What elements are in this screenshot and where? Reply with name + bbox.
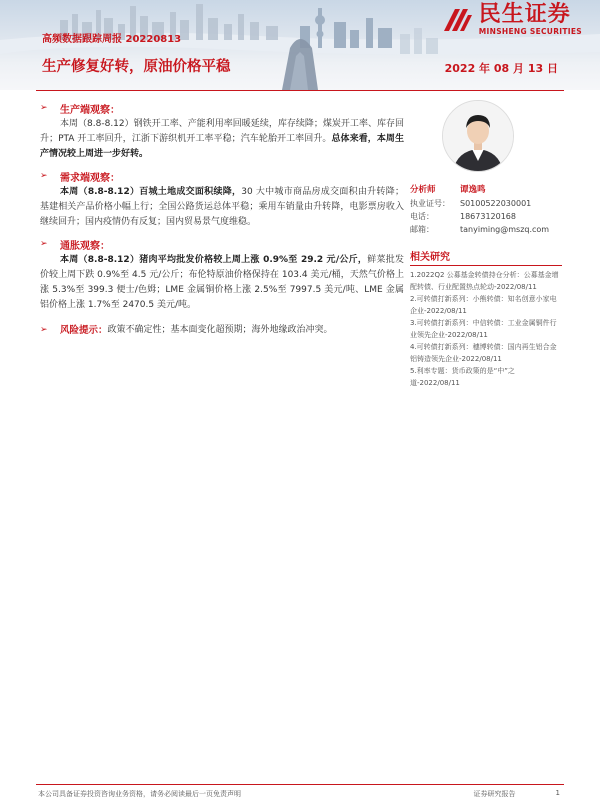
section-body: 本周（8.8-8.12）猪肉平均批发价格较上周上涨 0.9%至 29.2 元/公斤，鲜菜批发价较上周下跌 0.9%至 4.5 元/公斤；布伦特原油价格保持在 103.4 美元/桶，天然气价格上涨 5.3%至 399.3 便士/色姆；LME 金属铜价格上涨 2.5%至 7997.5 美元/吨、LME 金属铝价格上涨 1.7%至 2470.5 美元/吨。: [40, 255, 404, 310]
header-divider: [36, 90, 564, 91]
brand-logo: [441, 3, 582, 36]
footer-doc-type: 证券研究报告: [473, 790, 516, 798]
email-address[interactable]: tanyiming@mszq.com: [460, 225, 550, 234]
section-title: 需求端观察：: [60, 172, 120, 184]
related-research-item[interactable]: 2.可转债打新系列：小熊转债：知名创意小家电企业-2022/08/11: [410, 295, 557, 315]
analyst-role-label: 分析师: [410, 185, 436, 195]
related-research-title: 相关研究: [410, 248, 562, 266]
arrow-bullet-icon: ➢: [40, 325, 48, 335]
header-banner: [0, 0, 600, 90]
related-research-item[interactable]: 4.可转债打新系列：穗博转债：国内再生铝合金铝铸造领先企业-2022/08/11: [410, 343, 557, 363]
section-demand: [40, 168, 404, 230]
section-body: 本周（8.8-8.12）钢铁开工率、产能利用率回暖延续，库存续降；煤炭开工率、库存回升；PTA 开工率回升，江浙下游织机开工率平稳；汽车轮胎开工率回升。总体来看，本周生产情况较上周进一步好转。: [40, 119, 404, 159]
analyst-name: 谭逸鸣: [460, 185, 486, 195]
phone-number: 18673120168: [460, 212, 516, 221]
related-research-list: [410, 270, 562, 389]
sidebar: [410, 100, 562, 390]
report-date: 2022 年 08 月 13 日: [444, 62, 558, 75]
report-series-label: 高频数据跟踪周报 20220813: [42, 34, 182, 45]
arrow-bullet-icon: ➢: [40, 171, 48, 181]
arrow-bullet-icon: ➢: [40, 103, 48, 113]
minsheng-logo-icon: [441, 5, 475, 35]
related-research-item[interactable]: 3.可转债打新系列：中信转债：工业金属铜件行业领先企业-2022/08/11: [410, 319, 557, 339]
footer-disclaimer: 本公司具备证券投资咨询业务资格，请务必阅读最后一页免责声明: [38, 790, 241, 798]
main-content: [40, 100, 404, 338]
footer-meta: [474, 789, 560, 799]
analyst-photo-icon: [443, 101, 513, 171]
report-title: 生产修复好转，原油价格平稳: [42, 59, 231, 75]
cert-label: 执业证号：: [410, 199, 450, 208]
section-inflation: [40, 236, 404, 313]
section-body: 本周（8.8-8.12）百城土地成交面积续降，30 大中城市商品房成交面积由升转降；基建相关产品价格小幅上行；全国公路货运总体平稳；乘用车销量由升转降，电影票房收入继续回升；国内疫情仍有反复；国内贸易景气度维稳。: [40, 187, 404, 227]
page-number: 1: [555, 789, 560, 797]
risk-text: 政策不确定性；基本面变化超预期；海外地缘政治冲突。: [107, 325, 333, 335]
brand-name-en: MINSHENG SECURITIES: [478, 27, 582, 36]
brand-name-cn: 民生证券: [478, 2, 571, 27]
section-title: 生产端观察：: [60, 104, 120, 116]
related-research-item[interactable]: 5.利率专题：货币政策的是“中”之道-2022/08/11: [410, 367, 515, 387]
risk-warning: [40, 323, 404, 338]
related-research-item[interactable]: 1.2022Q2 公募基金转债持仓分析：公募基金增配转债、行业配置热点轮动-2022/08/11: [410, 271, 559, 291]
risk-label: 风险提示：: [60, 325, 108, 336]
email-label: 邮箱：: [410, 225, 434, 234]
arrow-bullet-icon: ➢: [40, 239, 48, 249]
section-production: [40, 100, 404, 162]
phone-label: 电话：: [410, 212, 434, 221]
analyst-avatar: [442, 100, 514, 172]
footer-divider: [36, 784, 564, 785]
analyst-info: [410, 184, 562, 236]
section-title: 通胀观察：: [60, 240, 110, 252]
cert-number: S0100522030001: [460, 199, 532, 208]
